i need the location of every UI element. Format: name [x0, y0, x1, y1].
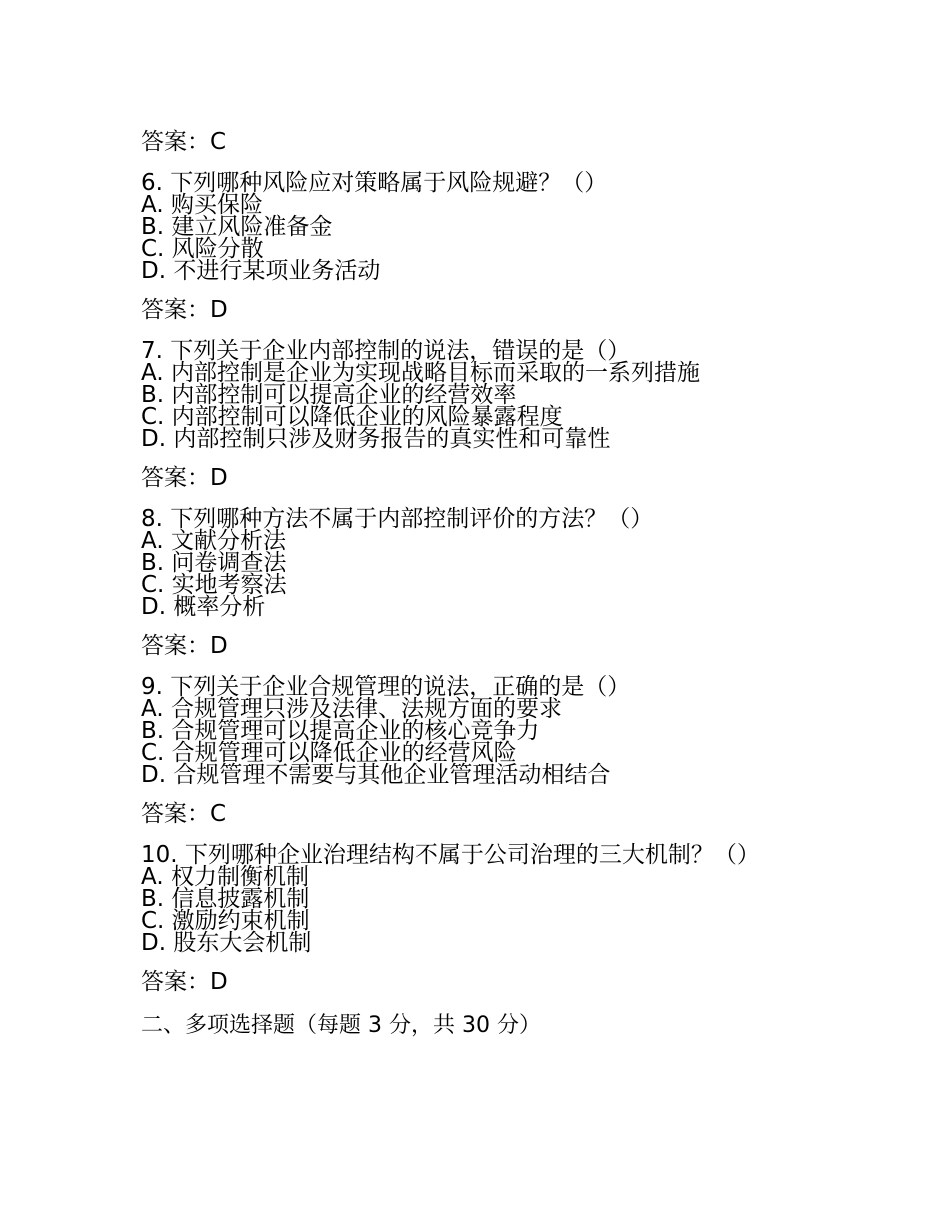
- option-b: B. 信息披露机制: [141, 886, 310, 912]
- question-stem: 6. 下列哪种风险应对策略属于风险规避？（）: [141, 170, 608, 196]
- answer-line: 答案：D: [141, 465, 228, 491]
- option-d: D. 概率分析: [141, 594, 266, 620]
- question-block: [141, 172, 801, 282]
- option-a: A. 购买保险: [141, 192, 263, 218]
- document-content: [141, 127, 801, 1063]
- option-d: D. 内部控制只涉及财务报告的真实性和可靠性: [141, 426, 611, 452]
- option-c: C. 风险分散: [141, 236, 264, 262]
- question-block: [141, 508, 801, 618]
- option-d: D. 合规管理不需要与其他企业管理活动相结合: [141, 762, 611, 788]
- answer-line: 答案：C: [141, 129, 227, 155]
- option-a: A. 合规管理只涉及法律、法规方面的要求: [141, 696, 562, 722]
- option-c: C. 内部控制可以降低企业的风险暴露程度: [141, 404, 563, 430]
- question-block: [141, 676, 801, 786]
- option-a: A. 权力制衡机制: [141, 864, 309, 890]
- option-d: D. 不进行某项业务活动: [141, 258, 381, 284]
- option-c: C. 实地考察法: [141, 572, 287, 598]
- option-d: D. 股东大会机制: [141, 930, 312, 956]
- question-stem: 7. 下列关于企业内部控制的说法，错误的是（）: [141, 338, 631, 364]
- question-block: [141, 340, 801, 450]
- option-c: C. 合规管理可以降低企业的经营风险: [141, 740, 517, 766]
- option-c: C. 激励约束机制: [141, 908, 310, 934]
- option-b: B. 合规管理可以提高企业的核心竞争力: [141, 718, 540, 744]
- answer-line: 答案：D: [141, 633, 228, 659]
- question-stem: 8. 下列哪种方法不属于内部控制评价的方法？（）: [141, 506, 654, 532]
- question-stem: 10. 下列哪种企业治理结构不属于公司治理的三大机制？（）: [141, 842, 760, 868]
- question-stem: 9. 下列关于企业合规管理的说法，正确的是（）: [141, 674, 631, 700]
- option-b: B. 问卷调查法: [141, 550, 287, 576]
- answer-line: 答案：D: [141, 969, 228, 995]
- option-b: B. 建立风险准备金: [141, 214, 333, 240]
- answer-line: 答案：D: [141, 297, 228, 323]
- answer-line: 答案：C: [141, 801, 227, 827]
- option-a: A. 文献分析法: [141, 528, 286, 554]
- question-block: [141, 844, 801, 954]
- option-b: B. 内部控制可以提高企业的经营效率: [141, 382, 517, 408]
- option-a: A. 内部控制是企业为实现战略目标而采取的一系列措施: [141, 360, 700, 386]
- section-heading: 二、多项选择题（每题 3 分，共 30 分）: [141, 1013, 541, 1038]
